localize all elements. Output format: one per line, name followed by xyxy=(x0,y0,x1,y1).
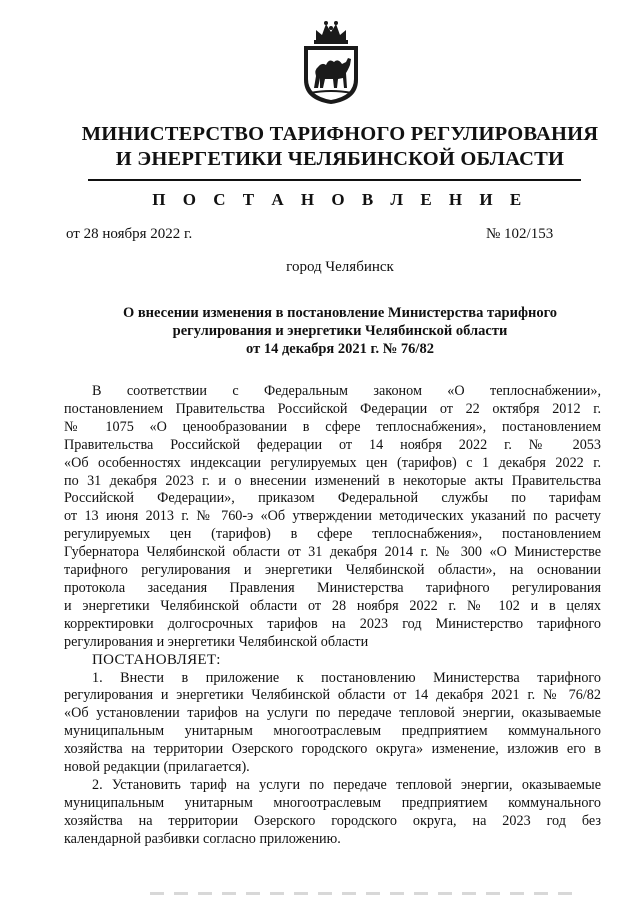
document-city: город Челябинск xyxy=(286,259,394,275)
body-line: календарной разбивки согласно приложению. xyxy=(64,830,341,847)
body-line: от 13 июня 2013 г. № 760-э «Об утверждении методических указаний по расчету xyxy=(64,508,601,525)
body-line: постановлением Правительства Российской Федерации от 22 октября 2012 г. xyxy=(64,400,601,417)
body-line: регулирования и энергетики Челябинской области xyxy=(64,633,369,650)
body-line: В соответствии с Федеральным законом «О теплоснабжении», xyxy=(92,383,601,399)
subject-line: от 14 декабря 2021 г. № 76/82 xyxy=(246,341,434,357)
body-line: новой редакции (прилагается). xyxy=(64,759,250,776)
body-line: регулируемых цен (тарифов) в сфере теплоснабжения», постановлением xyxy=(64,526,601,543)
ministry-name-line1: МИНИСТЕРСТВО ТАРИФНОГО РЕГУЛИРОВАНИЯ xyxy=(81,123,599,145)
subject-line: О внесении изменения в постановление Министерства тарифного xyxy=(122,305,558,321)
decree-word: ПОСТАНОВЛЯЕТ: xyxy=(92,651,221,668)
document-body xyxy=(64,383,601,849)
body-line: по 31 декабря 2023 г. и о внесении изменений в некоторые акты Правительства xyxy=(64,472,601,489)
chelyabinsk-coat-of-arms-icon xyxy=(300,18,362,106)
body-line: муниципальным унитарным многоотраслевым предприятием коммунального xyxy=(64,794,601,811)
body-line: «Об установлении тарифов на услуги по передаче тепловой энергии, оказываемые xyxy=(64,705,601,722)
body-line: протокола заседания Правления Министерства тарифного регулирования xyxy=(64,579,601,596)
preamble-paragraph xyxy=(64,383,601,652)
document-number: № 102/153 xyxy=(486,226,554,242)
ministry-name xyxy=(60,122,620,172)
ministry-name-line2: И ЭНЕРГЕТИКИ ЧЕЛЯБИНСКОЙ ОБЛАСТИ xyxy=(115,148,565,170)
subject-line: регулирования и энергетики Челябинской области xyxy=(172,323,508,339)
document-date: от 28 ноября 2022 г. xyxy=(66,226,193,242)
body-line: Российской Федерации», приказом Федеральной службы по тарифам xyxy=(64,490,601,507)
body-line: муниципальным унитарным многоотраслевым предприятием коммунального xyxy=(64,723,601,740)
body-line: хозяйства на территории Озерского городского округа, на 2023 год без xyxy=(64,812,601,829)
body-line: тарифного регулирования и энергетики Челябинской области», на основании xyxy=(64,562,601,579)
body-line: 1. Внести в приложение к постановлению Министерства тарифного xyxy=(92,669,601,686)
item-2-paragraph xyxy=(64,777,601,849)
body-line: хозяйства на территории Озерского городского округа» изменение, изложив его в xyxy=(64,741,601,758)
page-bottom-artifact xyxy=(150,892,580,895)
body-line: Правительства Российской федерации от 14 ноября 2022 г. № 2053 xyxy=(64,436,601,453)
body-line: и энергетики Челябинской области от 28 ноября 2022 г. № 102 и в целях xyxy=(64,597,601,614)
document-subject xyxy=(60,304,620,358)
header-divider xyxy=(88,179,581,181)
body-line: Губернатора Челябинской области от 31 декабря 2014 г. № 300 «О Министерстве xyxy=(64,544,601,561)
body-line: № 1075 «О ценообразовании в сфере теплоснабжения», постановлением xyxy=(64,418,601,435)
body-line: корректировки долгосрочных тарифов на 2023 год Министерство тарифного xyxy=(64,615,601,632)
item-1-paragraph xyxy=(64,670,601,777)
body-line: регулирования и энергетики Челябинской области от 14 декабря 2021 г. № 76/82 xyxy=(64,687,601,704)
document-type: П О С Т А Н О В Л Е Н И Е xyxy=(152,190,528,209)
body-line: «Об особенностях индексации регулируемых цен (тарифов) с 1 декабря 2022 г. xyxy=(64,454,601,471)
body-line: 2. Установить тариф на услуги по передаче тепловой энергии, оказываемые xyxy=(92,776,601,793)
